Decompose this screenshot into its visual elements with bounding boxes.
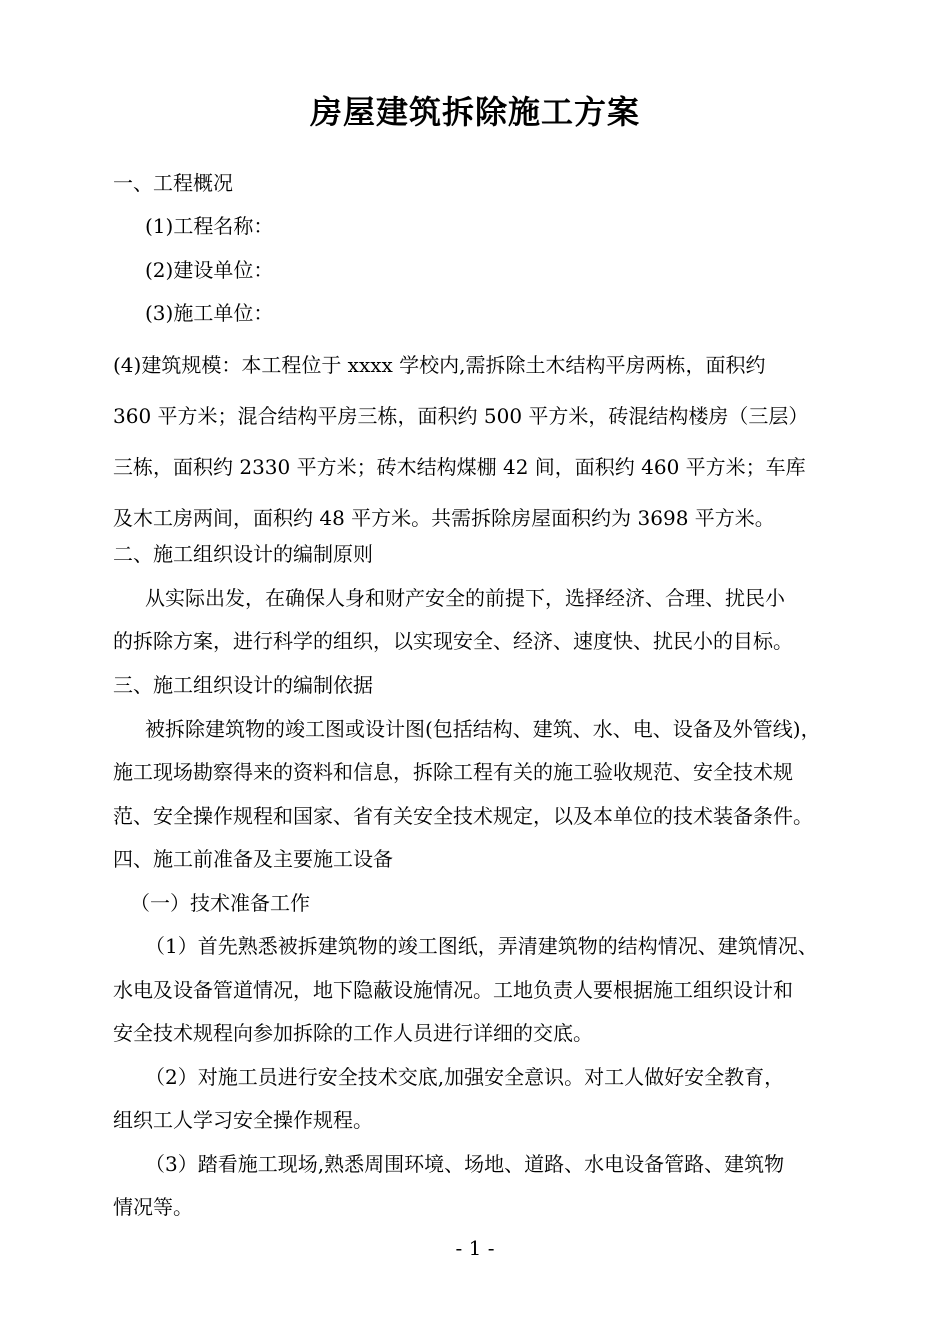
- section-heading-4: 四、施工前准备及主要施工设备: [113, 847, 393, 871]
- subsection-heading: （一）技术准备工作: [130, 891, 310, 915]
- principle-paragraph-line: 的拆除方案，进行科学的组织，以实现安全、经济、速度快、扰民小的目标。: [113, 629, 793, 653]
- section-heading-3: 三、施工组织设计的编制依据: [113, 673, 373, 697]
- scale-paragraph-line: 及木工房两间，面积约 48 平方米。共需拆除房屋面积约为 3698 平方米。: [113, 506, 775, 530]
- basis-paragraph-line: 范、安全操作规程和国家、省有关安全技术规定，以及本单位的技术装备条件。: [113, 804, 813, 828]
- project-name-line: (1)工程名称：: [145, 214, 274, 238]
- client-line: (2)建设单位：: [145, 258, 274, 282]
- scale-paragraph-line: 三栋，面积约 2330 平方米；砖木结构煤棚 42 间，面积约 460 平方米；车库: [113, 455, 806, 479]
- scale-paragraph-line: (4)建筑规模：本工程位于 xxxx 学校内,需拆除土木结构平房两栋，面积约: [113, 353, 766, 377]
- item-2-line: 组织工人学习安全操作规程。: [113, 1108, 373, 1132]
- page-number: - 1 -: [455, 1236, 495, 1260]
- item-1-line: 安全技术规程向参加拆除的工作人员进行详细的交底。: [113, 1021, 593, 1045]
- principle-paragraph-line: 从实际出发，在确保人身和财产安全的前提下，选择经济、合理、扰民小: [145, 586, 785, 610]
- item-2-line: （2）对施工员进行安全技术交底,加强安全意识。对工人做好安全教育，: [145, 1065, 785, 1089]
- basis-paragraph-line: 被拆除建筑物的竣工图或设计图(包括结构、建筑、水、电、设备及外管线)，: [145, 717, 821, 741]
- scale-paragraph-line: 360 平方米；混合结构平房三栋，面积约 500 平方米，砖混结构楼房（三层）: [113, 404, 809, 428]
- document-title: 房屋建筑拆除施工方案: [309, 93, 640, 131]
- section-heading-2: 二、施工组织设计的编制原则: [113, 542, 373, 566]
- item-1-line: （1）首先熟悉被拆建筑物的竣工图纸，弄清建筑物的结构情况、建筑情况、: [145, 934, 818, 958]
- section-heading-1: 一、工程概况: [113, 171, 233, 195]
- basis-paragraph-line: 施工现场勘察得来的资料和信息，拆除工程有关的施工验收规范、安全技术规: [113, 760, 793, 784]
- contractor-line: (3)施工单位：: [145, 301, 274, 325]
- item-3-line: （3）踏看施工现场,熟悉周围环境、场地、道路、水电设备管路、建筑物: [145, 1152, 785, 1176]
- item-3-line: 情况等。: [113, 1195, 193, 1219]
- item-1-line: 水电及设备管道情况，地下隐蔽设施情况。工地负责人要根据施工组织设计和: [113, 978, 793, 1002]
